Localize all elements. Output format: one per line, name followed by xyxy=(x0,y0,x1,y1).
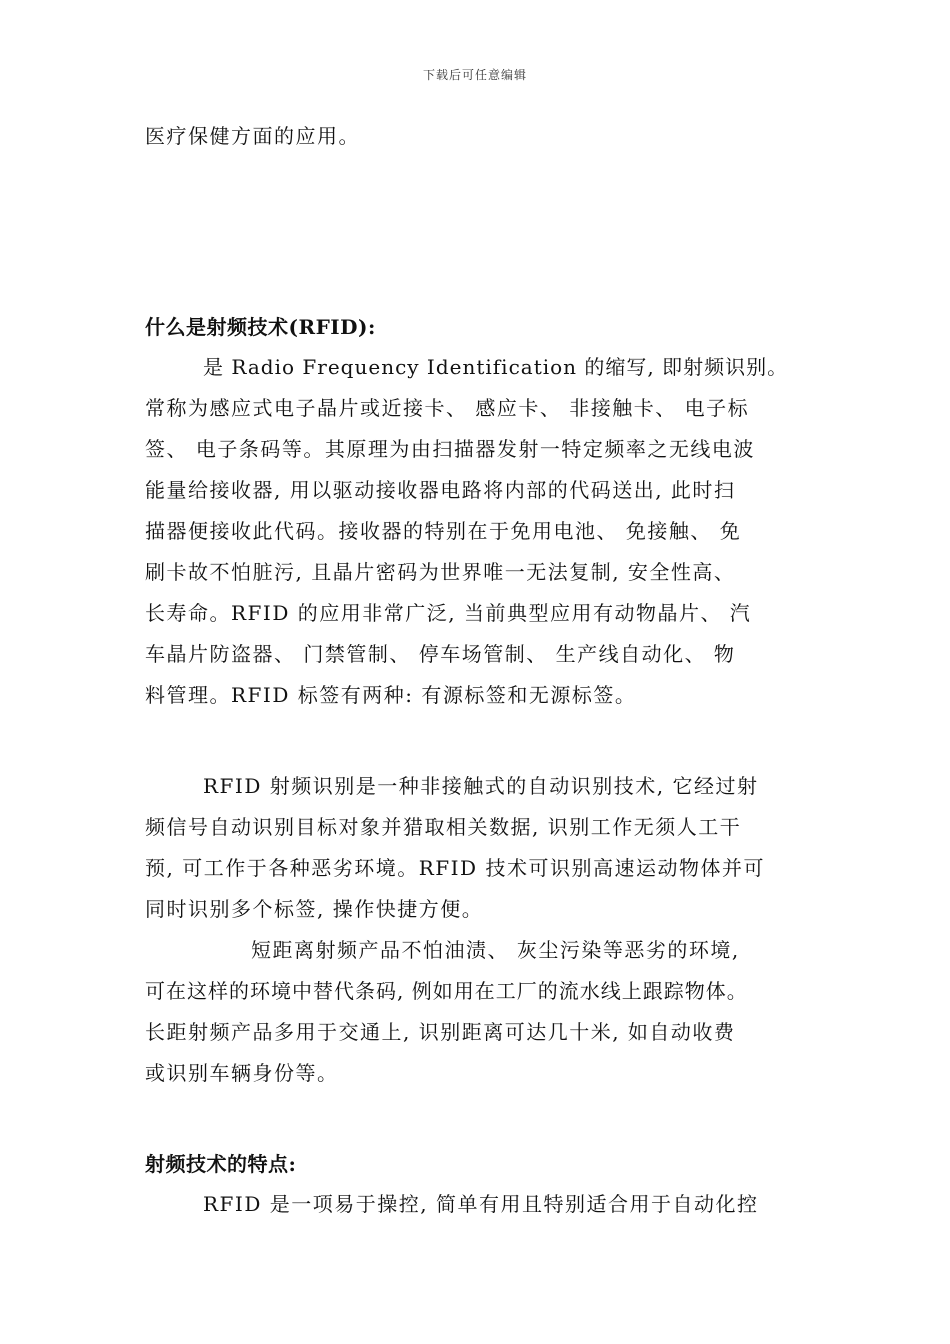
body-line: 预, 可工作于各种恶劣环境。RFID 技术可识别高速运动物体并可 xyxy=(145,856,765,880)
body-line: 频信号自动识别目标对象并猎取相关数据, 识别工作无须人工干 xyxy=(145,815,742,839)
body-line: 能量给接收器, 用以驱动接收器电路将内部的代码送出, 此时扫 xyxy=(145,478,736,502)
body-line: 同时识别多个标签, 操作快捷方便。 xyxy=(145,897,484,921)
section-heading-what-is-rfid: 什么是射频技术(RFID): xyxy=(145,315,376,339)
body-line: 短距离射频产品不怕油渍、 灰尘污染等恶劣的环境, xyxy=(251,938,740,962)
page-header: 下载后可任意编辑 xyxy=(422,68,527,82)
body-line: 常称为感应式电子晶片或近接卡、 感应卡、 非接触卡、 电子标 xyxy=(145,396,750,420)
section-heading-rfid-features: 射频技术的特点: xyxy=(145,1152,297,1176)
body-line: RFID 是一项易于操控, 简单有用且特别适合用于自动化控 xyxy=(203,1192,759,1216)
body-line: 是 Radio Frequency Identification 的缩写, 即射频识别。 xyxy=(203,355,789,379)
body-line: 长寿命。RFID 的应用非常广泛, 当前典型应用有动物晶片、 汽 xyxy=(145,601,752,625)
body-line: 刷卡故不怕脏污, 且晶片密码为世界唯一无法复制, 安全性高、 xyxy=(145,560,736,584)
body-line: 料管理。RFID 标签有两种: 有源标签和无源标签。 xyxy=(145,683,637,707)
body-line: 长距射频产品多用于交通上, 识别距离可达几十米, 如自动收费 xyxy=(145,1020,736,1044)
body-line: 签、 电子条码等。其原理为由扫描器发射一特定频率之无线电波 xyxy=(145,437,755,461)
body-line: 描器便接收此代码。接收器的特别在于免用电池、 免接触、 免 xyxy=(145,519,742,543)
body-line: 或识别车辆身份等。 xyxy=(145,1061,339,1085)
body-line: 医疗保健方面的应用。 xyxy=(145,124,360,148)
body-line: 车晶片防盗器、 门禁管制、 停车场管制、 生产线自动化、 物 xyxy=(145,642,736,666)
body-line: RFID 射频识别是一种非接触式的自动识别技术, 它经过射 xyxy=(203,774,759,798)
body-line: 可在这样的环境中替代条码, 例如用在工厂的流水线上跟踪物体。 xyxy=(145,979,748,1003)
